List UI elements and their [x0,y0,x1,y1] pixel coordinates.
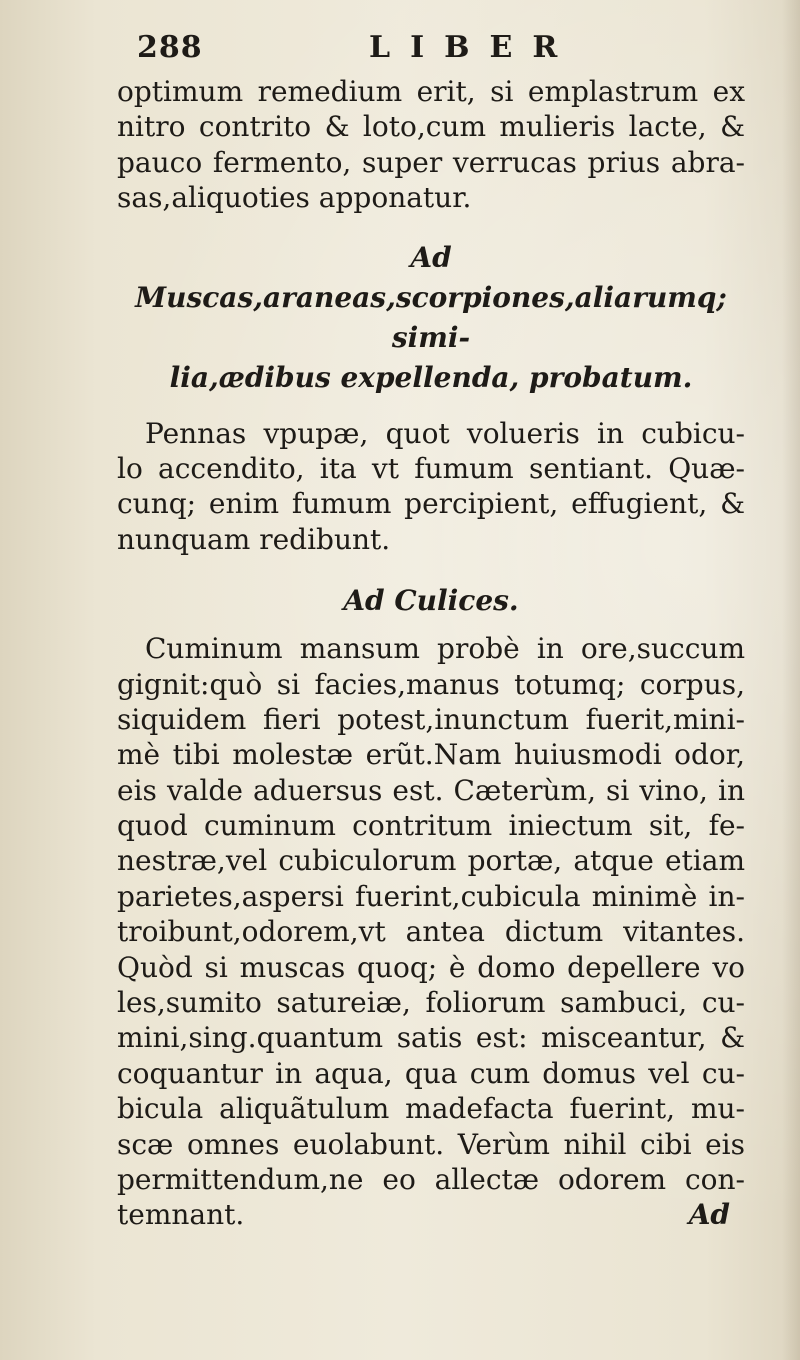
page-header [137,30,737,70]
heading-line: Ad Muscas,araneas,scorpiones,aliarumq; simi- [135,240,727,354]
running-head: LIBER [369,30,578,65]
paragraph-2 [117,416,745,558]
text-line: siquidem fieri potest,inunctum fuerit,mini- [117,702,745,736]
paragraph-1 [117,74,745,216]
text-line: nitro contrito & loto,cum mulieris lacte, & [117,110,745,144]
page-number: 288 [137,30,203,65]
text-line: mè tibi molestæ erũt.Nam huiusmodi odor, [117,738,745,772]
heading-line: Ad Culices. [343,584,519,618]
text-line: lo accendito, ita vt fumum sentiant. Quæ- [117,451,745,485]
text-line: coquantur in aqua, qua cum domus vel cu- [117,1056,745,1090]
text-line: eis valde aduersus est. Cæterùm, si vino, in [117,773,745,807]
text-line: cunq; enim fumum percipient, effugient, & [117,487,745,521]
text-line: scæ omnes euolabunt. Verùm nihil cibi eis [117,1127,745,1161]
text-line: Quòd si muscas quoq; è domo depellere vo [117,950,745,984]
text-line: bicula aliquãtulum madefacta fuerint, mu- [117,1092,745,1126]
body-text [117,74,745,1233]
text-line: nunquam redibunt. [117,522,391,556]
text-line: optimum remedium erit, si emplastrum ex [117,75,745,108]
section-heading-culices [117,581,745,621]
section-heading-muscas [117,238,745,398]
text-line: permittendum,ne eo allectæ odorem con- [117,1162,745,1196]
text-line: mini,sing.quantum satis est: misceantur, & [117,1021,745,1055]
text-line: les,sumito satureiæ, foliorum sambuci, cu- [117,986,745,1020]
page-gutter-shadow [782,0,800,1360]
heading-line: lia,ædibus expellenda, probatum. [169,360,693,394]
paragraph-3 [117,631,745,1233]
text-line: Cuminum mansum probè in ore,succum [145,632,745,666]
text-line: troibunt,odorem,vt antea dictum vitantes. [117,915,745,949]
text-line: Pennas vpupæ, quot volueris in cubicu- [145,416,745,450]
text-line: parietes,aspersi fuerint,cubicula minimè in- [117,879,745,913]
text-line: quod cuminum contritum iniectum sit, fe- [117,809,745,843]
text-line: sas,aliquoties apponatur. [117,181,472,215]
text-line: pauco fermento, super verrucas prius abra- [117,145,745,179]
catchword: Ad [688,1198,730,1231]
text-line: temnant. [117,1198,245,1232]
text-line: gignit:quò si facies,manus totumq; corpus, [117,667,745,701]
text-line: nestræ,vel cubiculorum portæ, atque etiam [117,844,745,878]
